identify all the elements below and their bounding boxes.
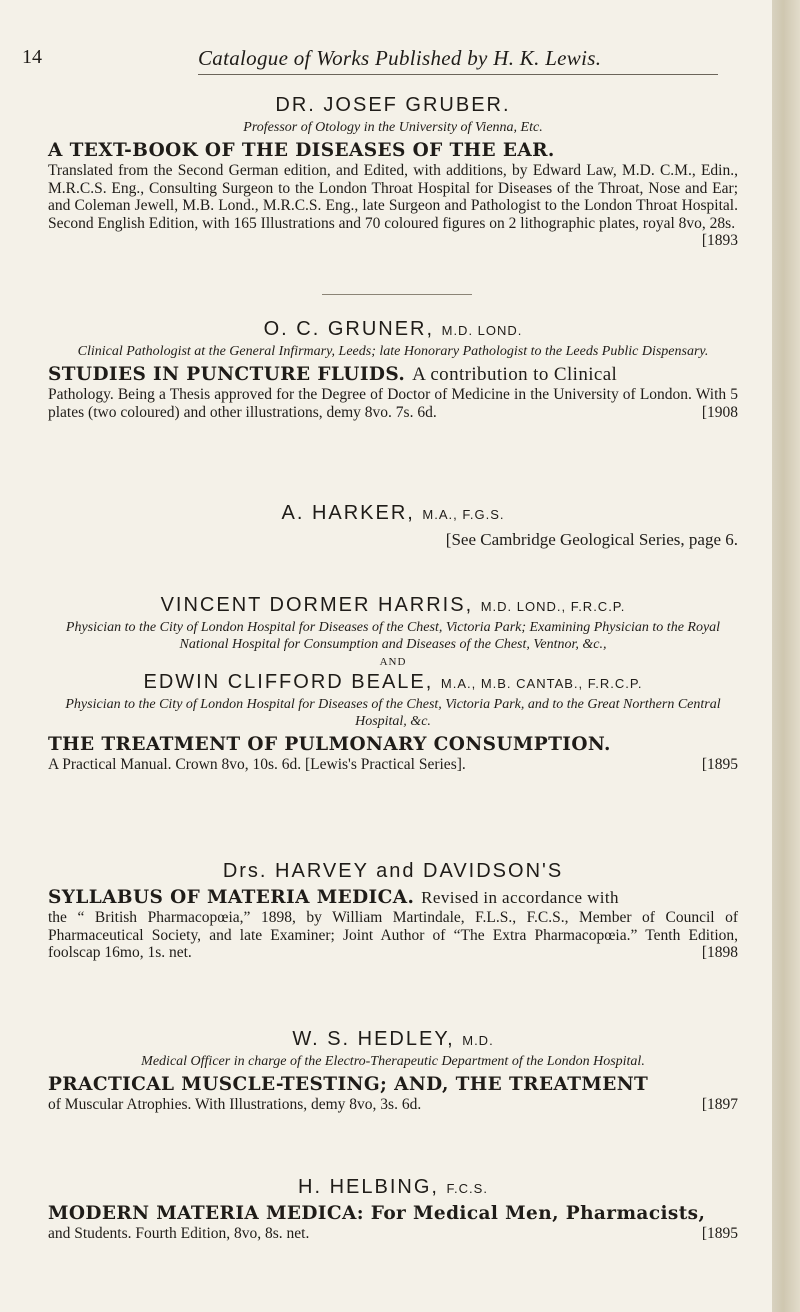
book-title: SYLLABUS OF MATERIA MEDICA. Revised in accordance with [48,887,619,908]
author-degree: M.D. [462,1033,494,1048]
book-title: MODERN MATERIA MEDICA: For Medical Men, Pharmacists, [48,1203,706,1224]
entry-gruber [48,94,738,250]
author-affiliation: Clinical Pathologist at the General Infirmary, Leeds; late Honorary Pathologist to the Leeds Public Dispensary. [77,344,709,359]
publication-year: [1908 [701,403,738,421]
author-name: O. C. GRUNER, M.D. LOND. [263,318,523,340]
author-degree: F.C.S. [446,1181,488,1196]
header-rule [198,74,718,75]
entry-harvey-davidson [48,860,738,962]
book-description: Pathology. Being a Thesis approved for the Degree of Doctor of Medicine in the University of London. With 5 plates (two coloured) and other illustrations, demy 8vo. 7s. 6d. [1908 [48,386,738,421]
second-author-affiliation: Physician to the City of London Hospital for Diseases of the Chest, Victoria Park, and to the Great Northern Central Hospital, &c. [65,697,721,729]
publication-year: [1895 [701,1225,738,1242]
cross-reference: [See Cambridge Geological Series, page 6. [445,530,738,549]
author-name: A. HARKER, M.A., F.G.S. [281,502,505,524]
author-name: DR. JOSEF GRUBER. [275,94,511,116]
book-title: PRACTICAL MUSCLE-TESTING; AND, THE TREATMENT [48,1074,649,1095]
book-description: of Muscular Atrophies. With Illustrations, demy 8vo, 3s. 6d. [1897 [48,1096,738,1113]
section-divider [322,294,472,295]
book-title: STUDIES IN PUNCTURE FLUIDS. A contribution to Clinical [48,364,618,385]
book-description: Translated from the Second German edition, and Edited, with additions, by Edward Law, M.D. C.M., Edin., M.R.C.S. Eng., Consulting Surgeon to the London Throat Hospital for Diseases of the Throat, Nose and Ear; and Coleman Jewell, M.B. Lond., M.R.C.S. Eng., late Surgeon and Pathologist to the London Throat Hospital. Second English Edition, with 165 Illustrations and 70 coloured figures on 2 lithographic plates, royal 8vo, 28s. [1893 [48,162,738,249]
entry-harris-beale [48,594,738,774]
author-name: W. S. HEDLEY, M.D. [292,1028,494,1050]
entry-helbing [48,1176,738,1243]
author-degree: M.A., F.G.S. [422,507,505,522]
book-title: A TEXT-BOOK OF THE DISEASES OF THE EAR. [48,140,555,161]
page-edge-binding [772,0,800,1312]
author-degree: M.D. LOND. [441,323,523,338]
entry-gruner [48,318,738,421]
author-degree: M.D. LOND., F.R.C.P. [480,599,626,614]
book-description: and Students. Fourth Edition, 8vo, 8s. net. [1895 [48,1225,738,1242]
publication-year: [1895 [701,756,738,773]
author-name: Drs. HARVEY and DAVIDSON'S [222,860,564,882]
author-affiliation: Medical Officer in charge of the Electro-Therapeutic Department of the London Hospital. [141,1054,645,1069]
page-header [0,46,772,76]
and-connector: AND [379,656,407,668]
page-number: 14 [22,46,42,68]
book-title: THE TREATMENT OF PULMONARY CONSUMPTION. [48,734,611,755]
running-title: Catalogue of Works Published by H. K. Lewis. [198,46,602,70]
author-name: H. HELBING, F.C.S. [298,1176,488,1198]
author-affiliation: Professor of Otology in the University of Vienna, Etc. [243,120,543,135]
second-author-degree: M.A., M.B. CANTAB., F.R.C.P. [440,676,643,691]
entry-hedley [48,1028,738,1114]
book-description: A Practical Manual. Crown 8vo, 10s. 6d. [Lewis's Practical Series]. [1895 [48,756,738,773]
publication-year: [1893 [701,232,738,249]
second-author-name: EDWIN CLIFFORD BEALE, M.A., M.B. CANTAB., F.R.C.P. [143,671,643,693]
publication-year: [1897 [701,1096,738,1113]
author-name: VINCENT DORMER HARRIS, M.D. LOND., F.R.C.P. [160,594,626,616]
book-description: the “ British Pharmacopœia,” 1898, by William Martindale, F.L.S., F.C.S., Member of Council of Pharmaceutical Society, and late Examiner; Joint Author of “The Extra Pharmacopœia.” Tenth Edition, foolscap 16mo, 1s. net. [1898 [48,909,738,961]
publication-year: [1898 [701,944,738,961]
author-affiliation: Physician to the City of London Hospital for Diseases of the Chest, Victoria Park; Examining Physician to the Royal National Hospital for Consumption and Diseases of the Chest, Ventnor, &c., [65,620,721,652]
entry-harker [48,502,738,549]
